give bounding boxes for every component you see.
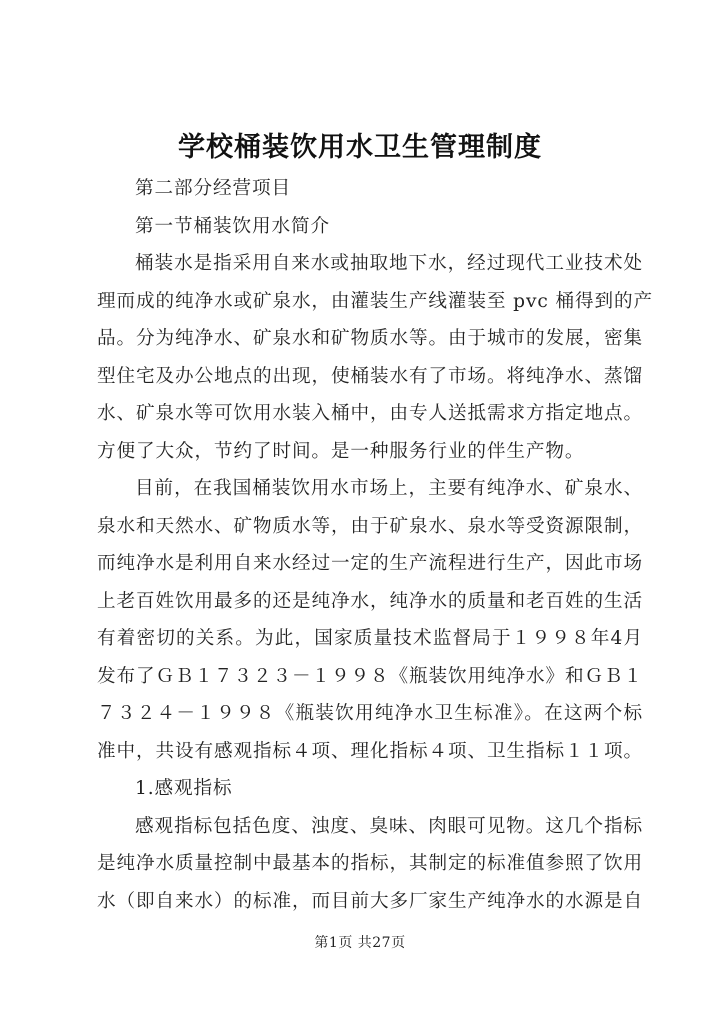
body-line: 感观指标包括色度、浊度、臭味、肉眼可见物。这几个指标 <box>135 815 643 837</box>
body-line: 准中，共设有感观指标４项、理化指标４项、卫生指标１１项。 <box>97 740 643 762</box>
body-line: 型住宅及办公地点的出现，使桶装水有了市场。将纯净水、蒸馏 <box>97 365 643 387</box>
body-line: 泉水和天然水、矿物质水等，由于矿泉水、泉水等受资源限制， <box>97 515 643 537</box>
page-footer: 第1页 共27页 <box>314 935 406 951</box>
body-line: 方便了大众，节约了时间。是一种服务行业的伴生产物。 <box>97 440 585 462</box>
body-line: 品。分为纯净水、矿泉水和矿物质水等。由于城市的发展，密集 <box>97 328 643 349</box>
body-line: 水（即自来水）的标准，而目前大多厂家生产纯净水的水源是自 <box>97 890 643 912</box>
body-line: ７３２４－１９９８《瓶装饮用纯净水卫生标准》。在这两个标 <box>97 703 643 724</box>
body-line: 第一节桶装饮用水简介 <box>135 215 330 237</box>
body-line: 目前，在我国桶装饮用水市场上，主要有纯净水、矿泉水、 <box>135 478 643 499</box>
body-line: 第二部分经营项目 <box>135 178 291 199</box>
body-line: 而纯净水是利用自来水经过一定的生产流程进行生产，因此市场 <box>97 553 643 574</box>
body-line: 理而成的纯净水或矿泉水，由灌装生产线灌装至 pvc 桶得到的产 <box>97 290 653 312</box>
body-line: 有着密切的关系。为此，国家质量技术监督局于１９９８年4月 <box>97 628 643 649</box>
document-body <box>97 170 653 920</box>
body-line: 水、矿泉水等可饮用水装入桶中，由专人送抵需求方指定地点。 <box>97 403 643 424</box>
document-title: 学校桶装饮用水卫生管理制度 <box>178 132 542 163</box>
body-line: 发布了ＧＢ１７３２３－１９９８《瓶装饮用纯净水》和ＧＢ１ <box>97 665 643 687</box>
body-line: 是纯净水质量控制中最基本的指标，其制定的标准值参照了饮用 <box>97 853 643 874</box>
body-line: 桶装水是指采用自来水或抽取地下水，经过现代工业技术处 <box>135 253 643 274</box>
body-line: 上老百姓饮用最多的还是纯净水，纯净水的质量和老百姓的生活 <box>97 590 643 612</box>
body-line: 1.感观指标 <box>135 778 233 799</box>
